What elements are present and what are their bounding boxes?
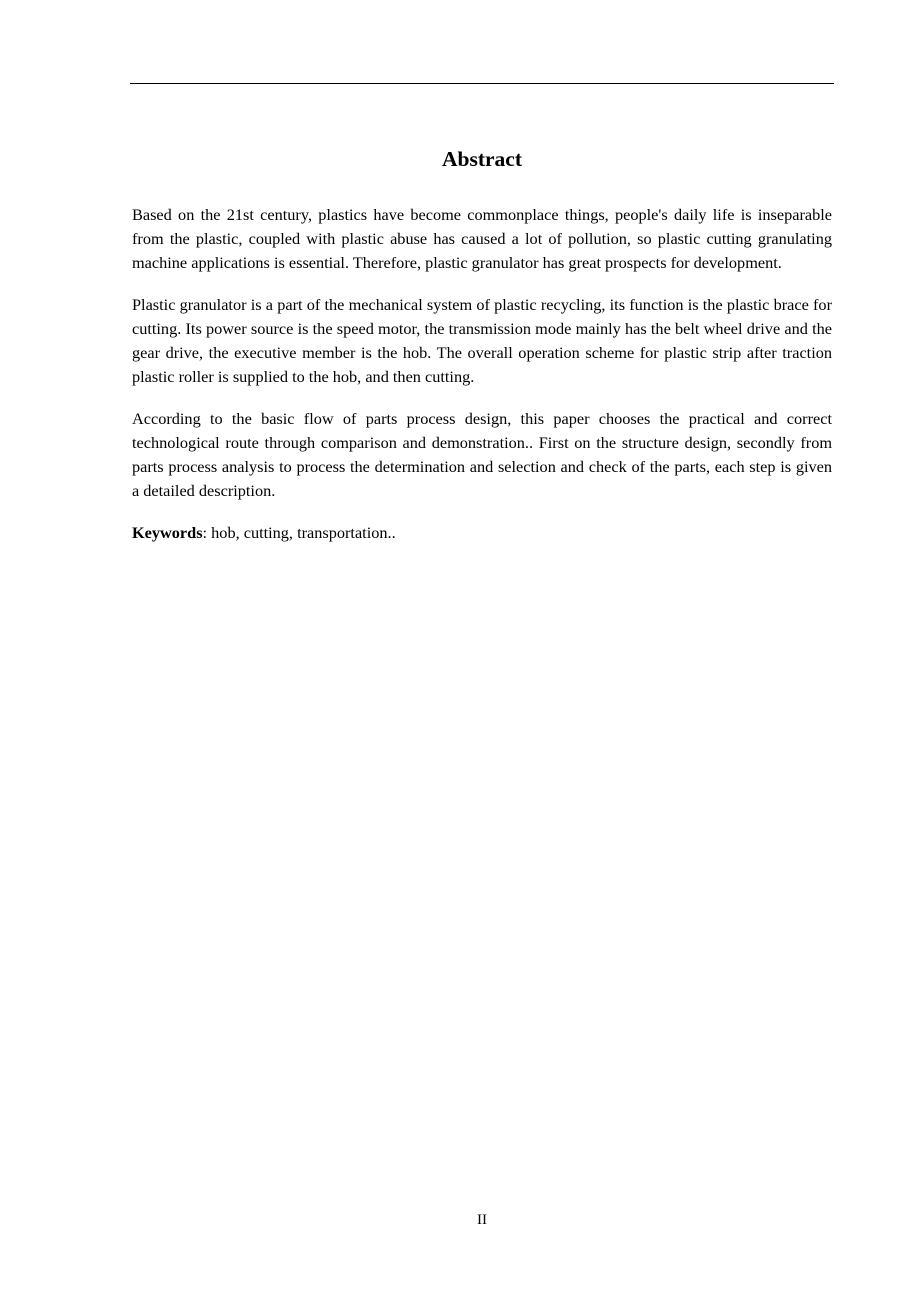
abstract-paragraph-2: Plastic granulator is a part of the mechanical system of plastic recycling, its function is the plastic brace for cutting. Its power source is the speed motor, the transmission mode mainly has the belt wheel drive and the gear drive, the executive member is the hob. The overall operation scheme for plastic strip after traction plastic roller is supplied to the hob, and then cutting. <box>132 295 832 386</box>
header-rule <box>130 83 834 84</box>
page-title: Abstract <box>441 147 522 171</box>
abstract-paragraph-3: According to the basic flow of parts process design, this paper chooses the practical and correct technological route through comparison and demonstration.. First on the structure design, secondly from parts process analysis to process the determination and selection and check of the parts, each step is given a detailed description. <box>132 409 832 500</box>
abstract-paragraph-1: Based on the 21st century, plastics have become commonplace things, people's daily life is inseparable from the plastic, coupled with plastic abuse has caused a lot of pollution, so plastic cutting granulating machine applications is essential. Therefore, plastic granulator has great prospects for development. <box>132 205 832 272</box>
keywords-text: hob, cutting, transportation.. <box>211 523 396 542</box>
keywords-label: Keywords <box>132 523 203 542</box>
keywords-separator: : <box>202 523 212 542</box>
abstract-body <box>132 203 832 545</box>
keywords-line <box>132 521 832 545</box>
page-number: II <box>477 1212 487 1228</box>
